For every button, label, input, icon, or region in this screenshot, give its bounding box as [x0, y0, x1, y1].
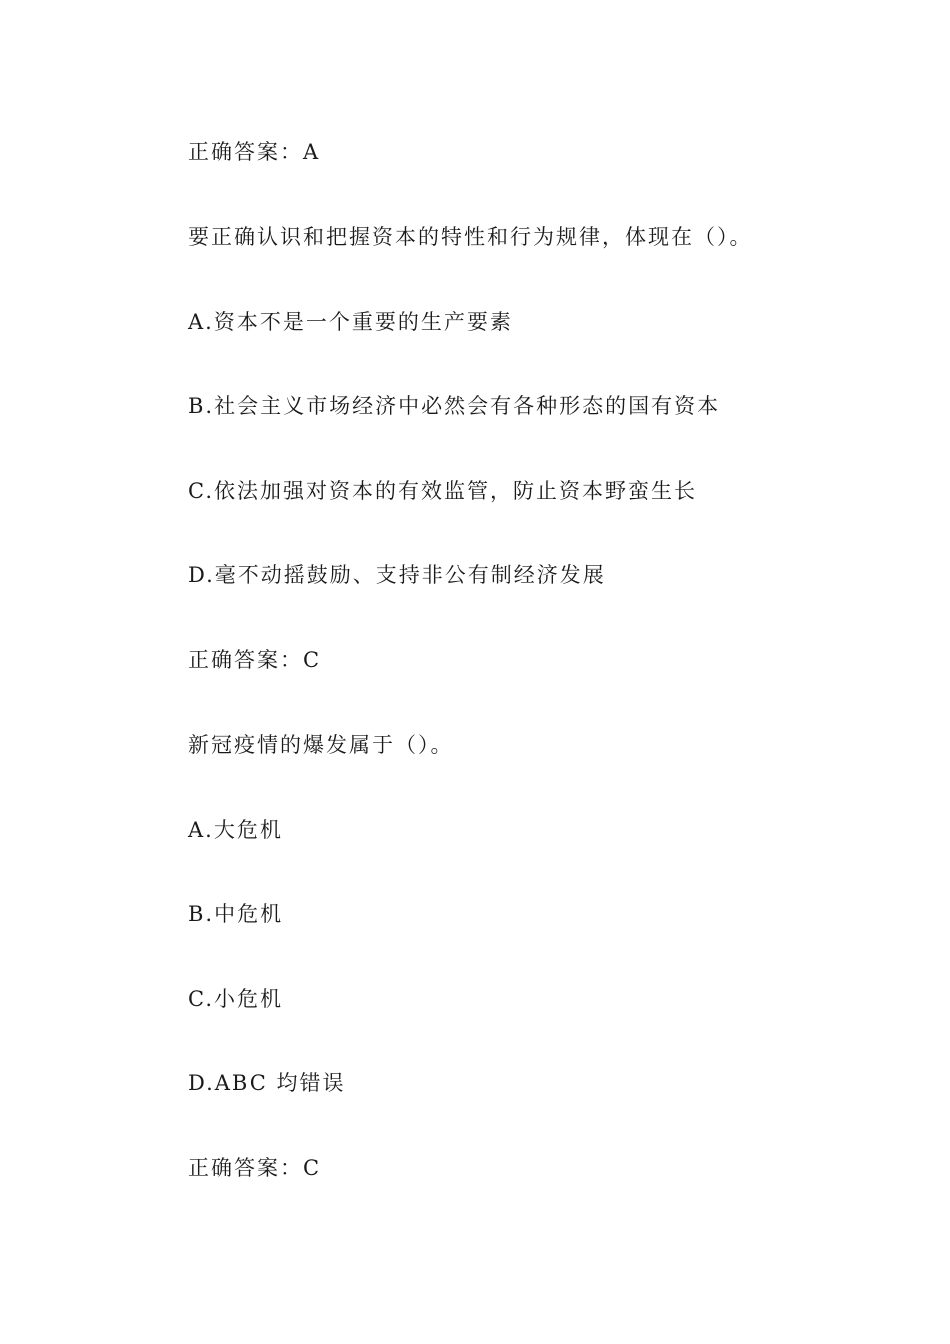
option-2d: D.ABC 均错误 [188, 1071, 346, 1095]
option-1d: D.毫不动摇鼓励、支持非公有制经济发展 [188, 563, 606, 587]
answer-line-1: 正确答案：A [188, 140, 321, 164]
option-1a: A.资本不是一个重要的生产要素 [188, 310, 513, 334]
answer-line-3: 正确答案：C [188, 1156, 322, 1180]
option-1b: B.社会主义市场经济中必然会有各种形态的国有资本 [188, 394, 721, 418]
option-2b: B.中危机 [188, 902, 284, 926]
answer-line-2: 正确答案：C [188, 648, 322, 672]
question-2: 新冠疫情的爆发属于（）。 [188, 733, 454, 757]
option-1c: C.依法加强对资本的有效监管，防止资本野蛮生长 [188, 479, 697, 503]
option-2c: C.小危机 [188, 987, 283, 1011]
question-1: 要正确认识和把握资本的特性和行为规律，体现在（）。 [188, 225, 753, 249]
option-2a: A.大危机 [188, 818, 283, 842]
